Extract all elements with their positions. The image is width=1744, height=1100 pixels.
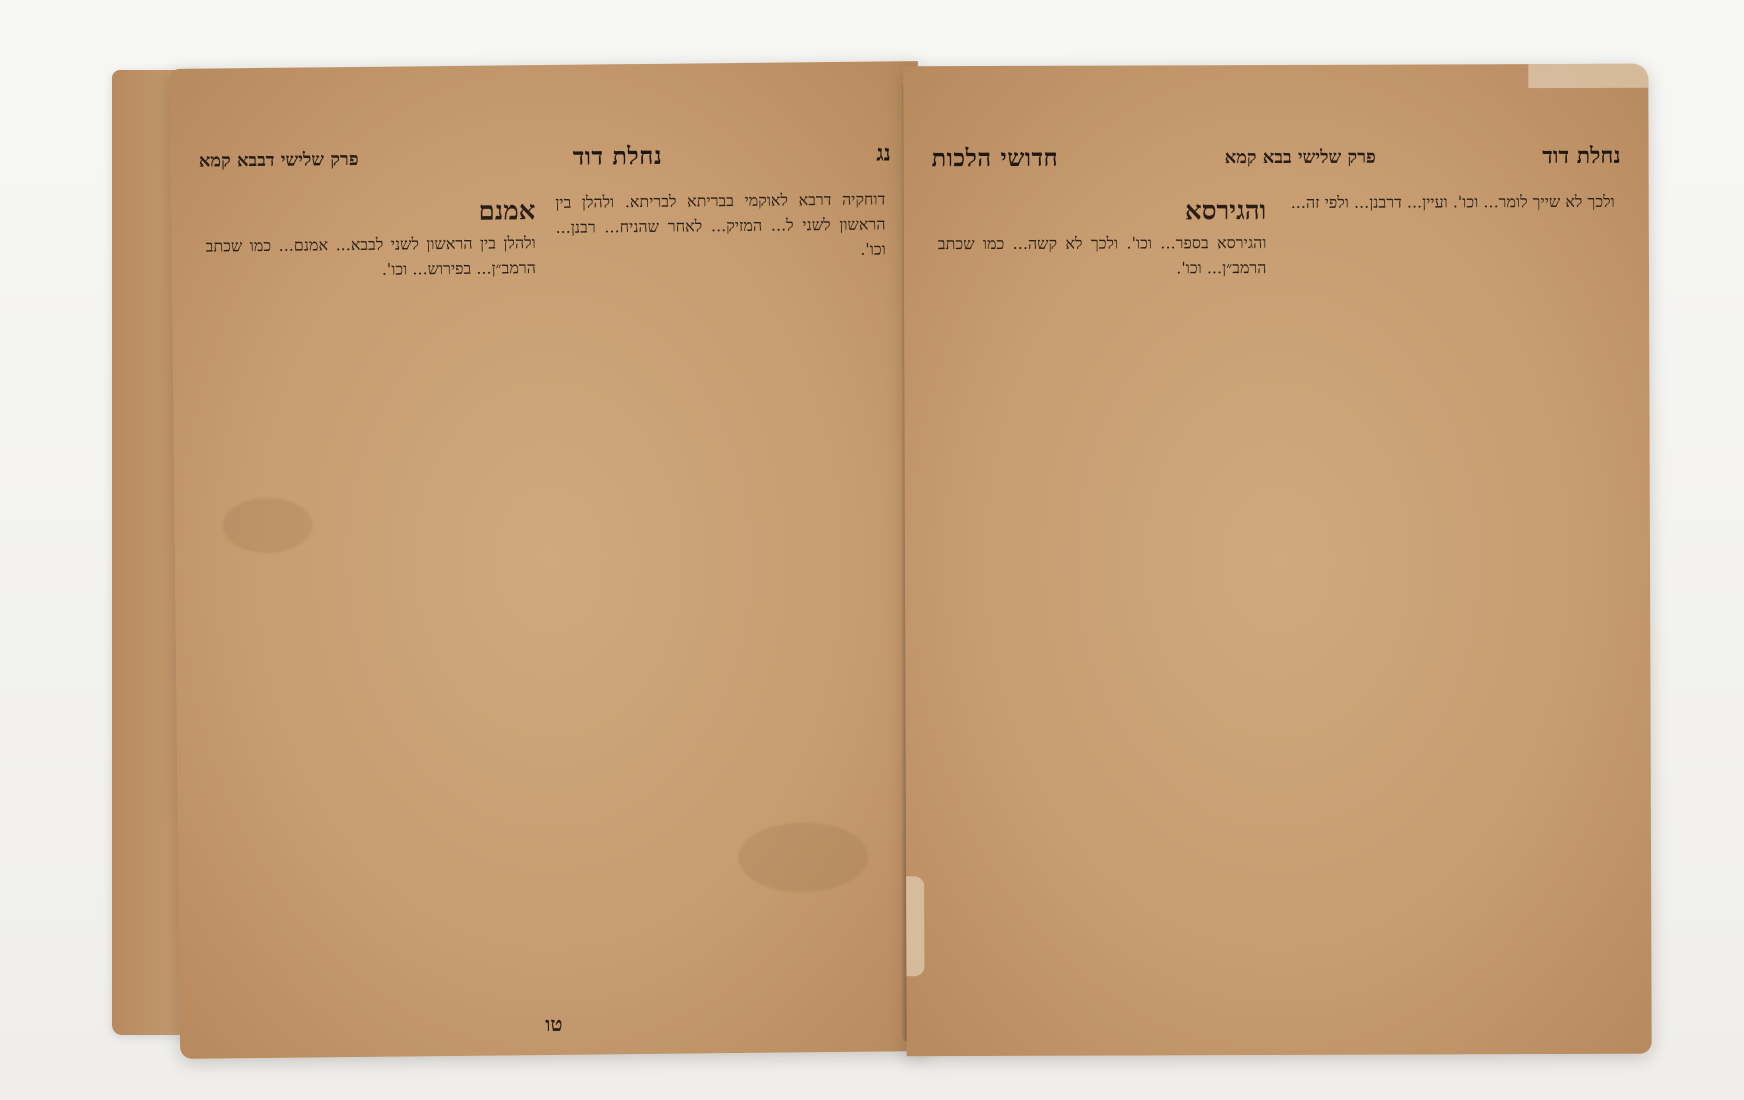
right-page-number: נחלת דוד: [1542, 142, 1621, 170]
right-column-2-text: והגירסא בספר... וכו'. ולכך לא קשה... כמו שכתב הרמב״ן... וכו'.: [937, 233, 1267, 278]
right-page-header: [932, 132, 1621, 182]
right-page-columns: [938, 190, 1618, 996]
left-column-2: [205, 191, 543, 998]
left-chapter-title: פרק שלישי דבבא קמא: [198, 148, 359, 172]
left-page-footer: טו: [545, 1011, 563, 1037]
right-page: [903, 64, 1651, 1057]
right-highlight-word: והגירסא: [1184, 196, 1267, 227]
left-page: [170, 61, 928, 1059]
left-page-header: [199, 129, 891, 184]
right-column-1-text: ולכך לא שייך לומר... וכו'. ועיין... דרבנן... ולפי זה...: [1290, 191, 1615, 212]
left-column-2-text: ולהלן בין הראשון לשני לבבא... אמנם... כמו שכתב הרמב״ן... בפירוש... וכו'.: [205, 233, 537, 279]
right-running-title: חדושי הלכות: [931, 142, 1059, 173]
left-running-title: נחלת דוד: [572, 140, 663, 171]
right-chapter-title: פרק שלישי בבא קמא: [1224, 146, 1376, 168]
right-column-2: [938, 191, 1269, 996]
left-page-number: נג: [876, 140, 891, 167]
left-highlight-word: אמנם: [478, 196, 536, 227]
right-column-1: [1286, 190, 1617, 995]
left-column-1: [555, 187, 893, 994]
left-page-columns: [205, 187, 893, 998]
left-column-1-text: דוחקיה דרבא לאוקמי בבריתא לבריתא. ולהלן בין הראשון לשני ל... המזיק... לאחר שהניח... רבנן... וכו'.: [555, 189, 886, 259]
